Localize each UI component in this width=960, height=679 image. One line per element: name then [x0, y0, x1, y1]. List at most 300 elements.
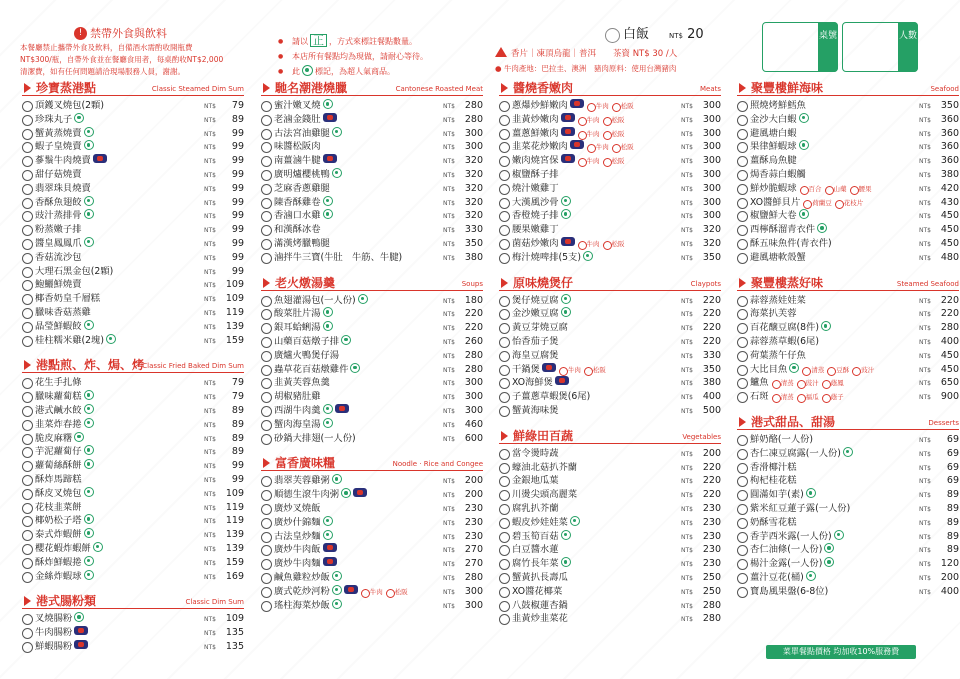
item-checkbox[interactable] — [261, 156, 272, 167]
menu-item[interactable] — [261, 237, 483, 251]
menu-item[interactable] — [261, 376, 483, 390]
menu-item[interactable] — [737, 113, 959, 127]
item-checkbox[interactable] — [261, 323, 272, 334]
item-checkbox[interactable] — [22, 434, 33, 445]
item-checkbox[interactable] — [22, 544, 33, 555]
item-checkbox[interactable] — [499, 449, 510, 460]
option-choice[interactable]: 豉汁 — [797, 377, 819, 391]
menu-item[interactable] — [261, 585, 483, 599]
menu-item[interactable] — [499, 488, 721, 502]
item-checkbox[interactable] — [737, 323, 748, 334]
option-choice[interactable]: 清蒸 — [772, 377, 794, 391]
item-checkbox[interactable] — [261, 573, 272, 584]
menu-item[interactable] — [261, 390, 483, 404]
item-checkbox[interactable] — [22, 447, 33, 458]
item-checkbox[interactable] — [22, 558, 33, 569]
item-checkbox[interactable] — [499, 392, 510, 403]
item-checkbox[interactable] — [499, 614, 510, 625]
menu-item[interactable] — [499, 321, 721, 335]
option-choice[interactable]: 蔭子 — [822, 391, 844, 405]
menu-item[interactable] — [261, 530, 483, 544]
table-number-box[interactable] — [762, 22, 838, 72]
item-checkbox[interactable] — [22, 461, 33, 472]
item-checkbox[interactable] — [261, 309, 272, 320]
menu-item[interactable] — [737, 307, 959, 321]
item-checkbox[interactable] — [499, 239, 510, 250]
menu-item[interactable] — [737, 223, 959, 237]
option-choice[interactable]: 松阪 — [584, 364, 606, 378]
menu-item[interactable] — [22, 182, 244, 196]
menu-item[interactable] — [261, 516, 483, 530]
item-checkbox[interactable] — [261, 434, 272, 445]
item-checkbox[interactable] — [499, 476, 510, 487]
menu-item[interactable] — [261, 321, 483, 335]
item-checkbox[interactable] — [737, 392, 748, 403]
menu-item[interactable] — [22, 278, 244, 292]
item-checkbox[interactable] — [261, 142, 272, 153]
menu-item[interactable] — [261, 418, 483, 432]
item-checkbox[interactable] — [261, 129, 272, 140]
item-checkbox[interactable] — [22, 225, 33, 236]
menu-item[interactable] — [22, 556, 244, 570]
item-checkbox[interactable] — [737, 184, 748, 195]
item-checkbox[interactable] — [22, 475, 33, 486]
option-choice[interactable]: 牛肉 — [578, 155, 600, 169]
option-choice[interactable]: 松阪 — [612, 100, 634, 114]
item-checkbox[interactable] — [499, 296, 510, 307]
option-choice[interactable]: 腰果 — [850, 183, 872, 197]
menu-item[interactable] — [499, 612, 721, 626]
menu-item[interactable] — [499, 140, 721, 154]
menu-item[interactable] — [737, 321, 959, 335]
option-choice[interactable]: 荷蘭豆 — [803, 197, 832, 211]
item-checkbox[interactable] — [499, 406, 510, 417]
item-checkbox[interactable] — [22, 170, 33, 181]
item-checkbox[interactable] — [22, 572, 33, 583]
item-checkbox[interactable] — [737, 101, 748, 112]
menu-item[interactable] — [737, 516, 959, 530]
menu-item[interactable] — [22, 501, 244, 515]
menu-item[interactable] — [22, 473, 244, 487]
item-checkbox[interactable] — [499, 156, 510, 167]
item-checkbox[interactable] — [737, 309, 748, 320]
menu-item[interactable] — [261, 307, 483, 321]
menu-item[interactable] — [499, 294, 721, 308]
menu-item[interactable] — [22, 127, 244, 141]
menu-item[interactable] — [22, 445, 244, 459]
item-checkbox[interactable] — [22, 267, 33, 278]
menu-item[interactable] — [261, 432, 483, 446]
option-choice[interactable]: 清蒸 — [802, 364, 824, 378]
item-checkbox[interactable] — [499, 101, 510, 112]
item-checkbox[interactable] — [22, 642, 33, 653]
item-checkbox[interactable] — [499, 184, 510, 195]
menu-item[interactable] — [22, 390, 244, 404]
menu-item[interactable] — [499, 530, 721, 544]
menu-item[interactable] — [499, 404, 721, 418]
item-checkbox[interactable] — [261, 115, 272, 126]
item-checkbox[interactable] — [499, 198, 510, 209]
option-choice[interactable]: 松阪 — [603, 155, 625, 169]
menu-item[interactable] — [22, 292, 244, 306]
menu-item[interactable] — [261, 335, 483, 349]
item-checkbox[interactable] — [499, 351, 510, 362]
item-checkbox[interactable] — [22, 115, 33, 126]
menu-item[interactable] — [737, 474, 959, 488]
item-checkbox[interactable] — [261, 532, 272, 543]
item-checkbox[interactable] — [737, 142, 748, 153]
menu-item[interactable] — [499, 599, 721, 613]
option-choice[interactable]: 松阪 — [603, 238, 625, 252]
menu-item[interactable] — [499, 585, 721, 599]
item-checkbox[interactable] — [22, 392, 33, 403]
menu-item[interactable] — [499, 168, 721, 182]
menu-item[interactable] — [499, 376, 721, 390]
menu-item[interactable] — [499, 571, 721, 585]
menu-item[interactable] — [22, 251, 244, 265]
option-choice[interactable]: 牛肉 — [587, 100, 609, 114]
item-checkbox[interactable] — [499, 504, 510, 515]
item-checkbox[interactable] — [261, 365, 272, 376]
option-choice[interactable]: 百合 — [800, 183, 822, 197]
item-checkbox[interactable] — [737, 129, 748, 140]
option-choice[interactable]: 牛肉 — [578, 114, 600, 128]
menu-item[interactable] — [261, 474, 483, 488]
menu-item[interactable] — [261, 154, 483, 168]
item-checkbox[interactable] — [261, 211, 272, 222]
item-checkbox[interactable] — [737, 296, 748, 307]
item-checkbox[interactable] — [22, 322, 33, 333]
item-checkbox[interactable] — [22, 420, 33, 431]
menu-item[interactable] — [22, 432, 244, 446]
menu-item[interactable] — [499, 196, 721, 210]
item-checkbox[interactable] — [22, 378, 33, 389]
menu-item[interactable] — [737, 488, 959, 502]
menu-item[interactable] — [737, 571, 959, 585]
item-checkbox[interactable] — [737, 351, 748, 362]
menu-item[interactable] — [737, 557, 959, 571]
menu-item[interactable] — [499, 349, 721, 363]
menu-item[interactable] — [499, 127, 721, 141]
item-checkbox[interactable] — [737, 211, 748, 222]
menu-item[interactable] — [261, 196, 483, 210]
menu-item[interactable] — [261, 209, 483, 223]
option-choice[interactable]: 松阪 — [603, 114, 625, 128]
item-checkbox[interactable] — [499, 490, 510, 501]
menu-item[interactable] — [261, 557, 483, 571]
menu-item[interactable] — [261, 488, 483, 502]
item-checkbox[interactable] — [737, 545, 748, 556]
menu-item[interactable] — [737, 530, 959, 544]
menu-item[interactable] — [737, 390, 959, 404]
item-checkbox[interactable] — [737, 532, 748, 543]
item-checkbox[interactable] — [22, 280, 33, 291]
option-choice[interactable]: 福瓜 — [797, 391, 819, 405]
item-checkbox[interactable] — [261, 476, 272, 487]
menu-item[interactable] — [499, 516, 721, 530]
menu-item[interactable] — [261, 99, 483, 113]
menu-item[interactable] — [261, 251, 483, 265]
item-checkbox[interactable] — [22, 211, 33, 222]
menu-item[interactable] — [737, 585, 959, 599]
menu-item[interactable] — [261, 168, 483, 182]
menu-item[interactable] — [22, 626, 244, 640]
menu-item[interactable] — [737, 433, 959, 447]
item-checkbox[interactable] — [737, 337, 748, 348]
menu-item[interactable] — [22, 542, 244, 556]
menu-item[interactable] — [737, 335, 959, 349]
menu-item[interactable] — [22, 154, 244, 168]
item-checkbox[interactable] — [737, 463, 748, 474]
menu-item[interactable] — [499, 209, 721, 223]
item-checkbox[interactable] — [261, 559, 272, 570]
menu-item[interactable] — [22, 487, 244, 501]
option-choice[interactable]: 蔭鳳 — [822, 377, 844, 391]
item-checkbox[interactable] — [22, 530, 33, 541]
menu-item[interactable] — [22, 320, 244, 334]
menu-item[interactable] — [261, 599, 483, 613]
menu-item[interactable] — [261, 294, 483, 308]
item-checkbox[interactable] — [22, 336, 33, 347]
item-checkbox[interactable] — [261, 296, 272, 307]
item-checkbox[interactable] — [22, 489, 33, 500]
item-checkbox[interactable] — [261, 184, 272, 195]
item-checkbox[interactable] — [737, 504, 748, 515]
option-choice[interactable]: 豉汁 — [852, 364, 874, 378]
menu-item[interactable] — [499, 363, 721, 377]
item-checkbox[interactable] — [261, 337, 272, 348]
menu-item[interactable] — [22, 459, 244, 473]
menu-item[interactable] — [22, 528, 244, 542]
item-checkbox[interactable] — [261, 225, 272, 236]
menu-item[interactable] — [499, 182, 721, 196]
item-checkbox[interactable] — [499, 378, 510, 389]
option-choice[interactable]: 松阪 — [612, 141, 634, 155]
item-checkbox[interactable] — [499, 211, 510, 222]
menu-item[interactable] — [737, 543, 959, 557]
menu-item[interactable] — [737, 209, 959, 223]
item-checkbox[interactable] — [261, 170, 272, 181]
item-checkbox[interactable] — [22, 406, 33, 417]
item-checkbox[interactable] — [22, 503, 33, 514]
menu-item[interactable] — [261, 127, 483, 141]
item-checkbox[interactable] — [261, 253, 272, 264]
item-checkbox[interactable] — [261, 239, 272, 250]
item-checkbox[interactable] — [22, 142, 33, 153]
menu-item[interactable] — [261, 404, 483, 418]
menu-item[interactable] — [22, 306, 244, 320]
menu-item[interactable] — [499, 447, 721, 461]
item-checkbox[interactable] — [261, 518, 272, 529]
item-checkbox[interactable] — [499, 115, 510, 126]
item-checkbox[interactable] — [499, 225, 510, 236]
item-checkbox[interactable] — [499, 323, 510, 334]
option-choice[interactable]: 牛肉 — [559, 364, 581, 378]
option-choice[interactable]: 牛肉 — [578, 128, 600, 142]
menu-item[interactable] — [22, 196, 244, 210]
menu-item[interactable] — [737, 349, 959, 363]
item-checkbox[interactable] — [22, 239, 33, 250]
menu-item[interactable] — [261, 113, 483, 127]
menu-item[interactable] — [22, 140, 244, 154]
menu-item[interactable] — [22, 376, 244, 390]
menu-item[interactable] — [499, 474, 721, 488]
menu-item[interactable] — [261, 349, 483, 363]
menu-item[interactable] — [499, 251, 721, 265]
menu-item[interactable] — [261, 140, 483, 154]
menu-item[interactable] — [22, 223, 244, 237]
item-checkbox[interactable] — [499, 559, 510, 570]
menu-item[interactable] — [737, 140, 959, 154]
menu-item[interactable] — [737, 168, 959, 182]
item-checkbox[interactable] — [261, 351, 272, 362]
item-checkbox[interactable] — [737, 365, 748, 376]
item-checkbox[interactable] — [22, 614, 33, 625]
menu-item[interactable] — [499, 237, 721, 251]
item-checkbox[interactable] — [737, 573, 748, 584]
item-checkbox[interactable] — [22, 516, 33, 527]
menu-item[interactable] — [22, 334, 244, 348]
menu-item[interactable] — [499, 557, 721, 571]
menu-item[interactable] — [737, 376, 959, 390]
menu-item[interactable] — [737, 363, 959, 377]
rice-option[interactable]: 白飯 NT$ 20 — [495, 26, 735, 45]
menu-item[interactable] — [22, 237, 244, 251]
menu-item[interactable] — [22, 113, 244, 127]
item-checkbox[interactable] — [737, 156, 748, 167]
menu-item[interactable] — [737, 251, 959, 265]
menu-item[interactable] — [261, 571, 483, 585]
menu-item[interactable] — [22, 209, 244, 223]
item-checkbox[interactable] — [22, 198, 33, 209]
menu-item[interactable] — [22, 418, 244, 432]
option-choice[interactable]: 松阪 — [386, 586, 408, 600]
item-checkbox[interactable] — [499, 365, 510, 376]
item-checkbox[interactable] — [737, 198, 748, 209]
item-checkbox[interactable] — [737, 476, 748, 487]
item-checkbox[interactable] — [22, 294, 33, 305]
menu-item[interactable] — [22, 265, 244, 279]
menu-item[interactable] — [22, 570, 244, 584]
item-checkbox[interactable] — [737, 587, 748, 598]
item-checkbox[interactable] — [22, 156, 33, 167]
item-checkbox[interactable] — [261, 378, 272, 389]
item-checkbox[interactable] — [499, 587, 510, 598]
item-checkbox[interactable] — [261, 406, 272, 417]
menu-item[interactable] — [499, 223, 721, 237]
menu-item[interactable] — [499, 390, 721, 404]
option-choice[interactable]: 牛肉 — [587, 141, 609, 155]
item-checkbox[interactable] — [261, 101, 272, 112]
menu-item[interactable] — [737, 182, 959, 196]
menu-item[interactable] — [261, 223, 483, 237]
item-checkbox[interactable] — [499, 601, 510, 612]
menu-item[interactable] — [499, 502, 721, 516]
item-checkbox[interactable] — [261, 420, 272, 431]
menu-item[interactable] — [737, 502, 959, 516]
item-checkbox[interactable] — [499, 532, 510, 543]
item-checkbox[interactable] — [499, 170, 510, 181]
menu-item[interactable] — [22, 99, 244, 113]
item-checkbox[interactable] — [499, 518, 510, 529]
item-checkbox[interactable] — [22, 129, 33, 140]
item-checkbox[interactable] — [499, 463, 510, 474]
menu-item[interactable] — [499, 461, 721, 475]
item-checkbox[interactable] — [499, 573, 510, 584]
option-choice[interactable]: 豆酥 — [827, 364, 849, 378]
item-checkbox[interactable] — [737, 170, 748, 181]
menu-item[interactable] — [737, 154, 959, 168]
menu-item[interactable] — [22, 168, 244, 182]
option-choice[interactable]: 松阪 — [603, 128, 625, 142]
option-choice[interactable]: 牛肉 — [361, 586, 383, 600]
menu-item[interactable] — [737, 99, 959, 113]
item-checkbox[interactable] — [22, 628, 33, 639]
item-checkbox[interactable] — [499, 253, 510, 264]
option-choice[interactable]: 山藥 — [825, 183, 847, 197]
item-checkbox[interactable] — [22, 101, 33, 112]
item-checkbox[interactable] — [737, 449, 748, 460]
item-checkbox[interactable] — [261, 587, 272, 598]
option-choice[interactable]: 花枝片 — [835, 197, 864, 211]
item-checkbox[interactable] — [499, 337, 510, 348]
item-checkbox[interactable] — [737, 239, 748, 250]
item-checkbox[interactable] — [261, 490, 272, 501]
menu-item[interactable] — [261, 182, 483, 196]
people-count-box[interactable] — [842, 22, 918, 72]
item-checkbox[interactable] — [737, 225, 748, 236]
menu-item[interactable] — [499, 335, 721, 349]
menu-item[interactable] — [22, 640, 244, 654]
menu-item[interactable] — [22, 612, 244, 626]
item-checkbox[interactable] — [22, 184, 33, 195]
menu-item[interactable] — [22, 404, 244, 418]
item-checkbox[interactable] — [499, 142, 510, 153]
item-checkbox[interactable] — [737, 435, 748, 446]
item-checkbox[interactable] — [737, 490, 748, 501]
item-checkbox[interactable] — [737, 559, 748, 570]
item-checkbox[interactable] — [261, 545, 272, 556]
menu-item[interactable] — [22, 514, 244, 528]
menu-item[interactable] — [499, 99, 721, 113]
menu-item[interactable] — [499, 113, 721, 127]
menu-item[interactable] — [737, 237, 959, 251]
menu-item[interactable] — [737, 196, 959, 210]
item-checkbox[interactable] — [261, 198, 272, 209]
option-choice[interactable]: 牛肉 — [578, 238, 600, 252]
item-checkbox[interactable] — [737, 253, 748, 264]
item-checkbox[interactable] — [499, 309, 510, 320]
menu-item[interactable] — [261, 502, 483, 516]
item-checkbox[interactable] — [22, 308, 33, 319]
item-checkbox[interactable] — [499, 129, 510, 140]
menu-item[interactable] — [499, 543, 721, 557]
item-checkbox[interactable] — [261, 392, 272, 403]
item-checkbox[interactable] — [22, 253, 33, 264]
menu-item[interactable] — [737, 127, 959, 141]
item-checkbox[interactable] — [261, 601, 272, 612]
menu-item[interactable] — [499, 307, 721, 321]
item-checkbox[interactable] — [737, 115, 748, 126]
item-checkbox[interactable] — [499, 545, 510, 556]
menu-item[interactable] — [261, 363, 483, 377]
menu-item[interactable] — [499, 154, 721, 168]
menu-item[interactable] — [737, 461, 959, 475]
menu-item[interactable] — [261, 543, 483, 557]
menu-item[interactable] — [737, 294, 959, 308]
item-checkbox[interactable] — [737, 518, 748, 529]
item-checkbox[interactable] — [737, 378, 748, 389]
